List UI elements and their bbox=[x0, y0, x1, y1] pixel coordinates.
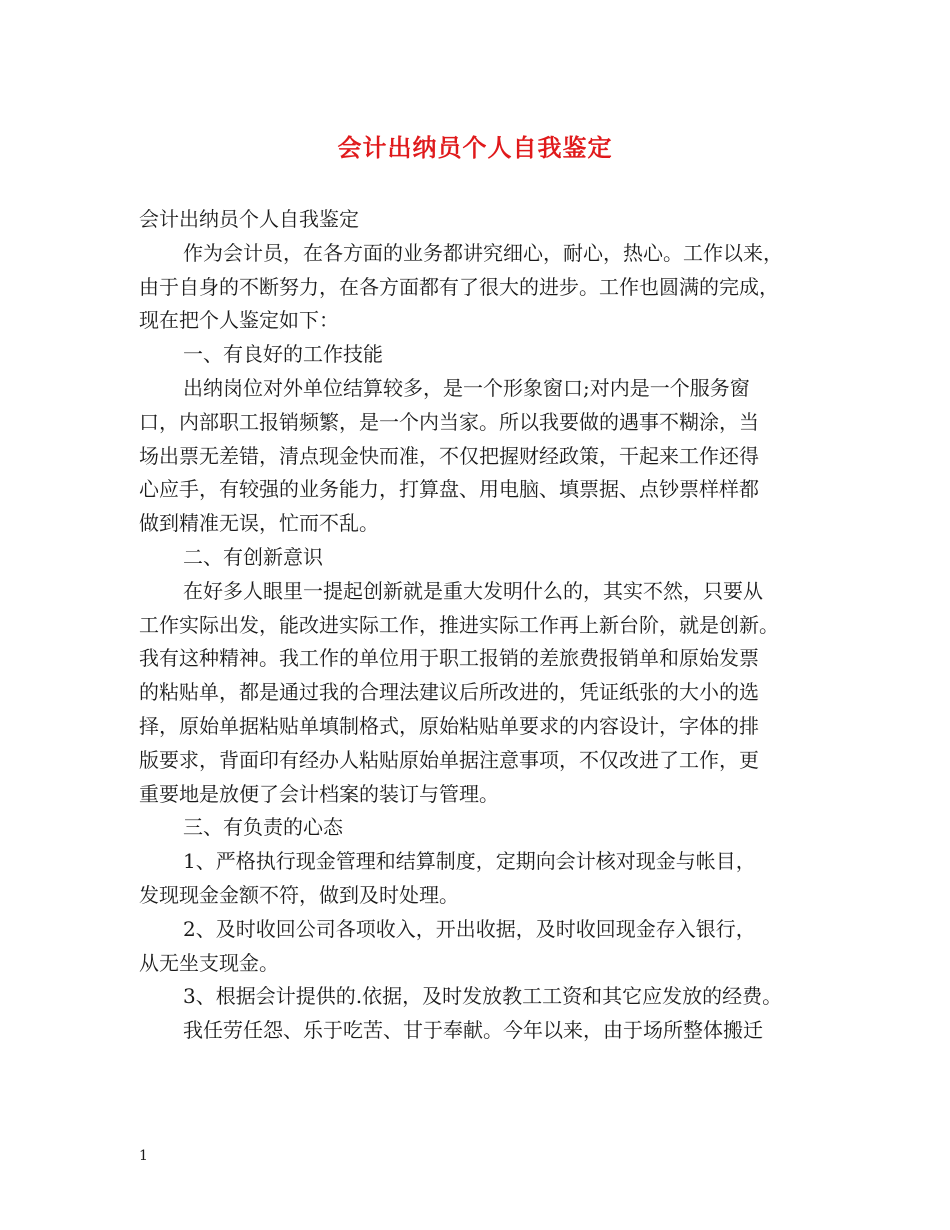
body-line: 2、及时收回公司各项收入，开出收据，及时收回现金存入银行， bbox=[183, 916, 756, 941]
page-number: 1 bbox=[139, 1148, 148, 1164]
body-line: 作为会计员，在各方面的业务都讲究细心，耐心，热心。工作以来， bbox=[183, 240, 783, 265]
body-line: 版要求，背面印有经办人粘贴原始单据注意事项，不仅改进了工作，更 bbox=[139, 747, 759, 772]
body-line: 从无坐支现金。 bbox=[139, 950, 279, 975]
body-line: 的粘贴单，都是通过我的合理法建议后所改进的，凭证纸张的大小的选 bbox=[139, 680, 759, 705]
section-heading: 三、有负责的心态 bbox=[183, 815, 343, 840]
document-body bbox=[139, 203, 839, 1048]
body-line: 择，原始单据粘贴单填制格式，原始粘贴单要求的内容设计，字体的排 bbox=[139, 713, 759, 738]
body-line: 由于自身的不断努力，在各方面都有了很大的进步。工作也圆满的完成， bbox=[139, 274, 779, 299]
document-title: 会计出纳员个人自我鉴定 bbox=[337, 133, 613, 162]
body-line: 心应手，有较强的业务能力，打算盘、用电脑、填票据、点钞票样样都 bbox=[139, 477, 759, 502]
body-line: 我任劳任怨、乐于吃苦、甘于奉献。今年以来，由于场所整体搬迁 bbox=[183, 1018, 763, 1043]
body-line: 在好多人眼里一提起创新就是重大发明什么的，其实不然，只要从 bbox=[183, 578, 763, 603]
body-line: 重要地是放便了会计档案的装订与管理。 bbox=[139, 781, 499, 806]
section-heading: 二、有创新意识 bbox=[183, 544, 323, 569]
body-line: 口，内部职工报销频繁，是一个内当家。所以我要做的遇事不糊涂，当 bbox=[139, 409, 759, 434]
body-line: 我有这种精神。我工作的单位用于职工报销的差旅费报销单和原始发票 bbox=[139, 646, 759, 671]
body-line: 会计出纳员个人自我鉴定 bbox=[139, 207, 359, 231]
body-line: 出纳岗位对外单位结算较多，是一个形象窗口;对内是一个服务窗 bbox=[183, 375, 750, 400]
body-line: 发现现金金额不符，做到及时处理。 bbox=[139, 882, 459, 907]
body-line: 3、根据会计提供的.依据，及时发放教工工资和其它应发放的经费。 bbox=[183, 984, 783, 1009]
body-line: 场出票无差错，清点现金快而准，不仅把握财经政策，干起来工作还得 bbox=[139, 443, 759, 468]
body-line: 1、严格执行现金管理和结算制度，定期向会计核对现金与帐目， bbox=[183, 849, 756, 874]
body-line: 工作实际出发，能改进实际工作，推进实际工作再上新台阶，就是创新。 bbox=[139, 612, 779, 637]
body-line: 做到精准无误，忙而不乱。 bbox=[139, 511, 379, 536]
section-heading: 一、有良好的工作技能 bbox=[183, 342, 383, 367]
body-line: 现在把个人鉴定如下： bbox=[139, 308, 339, 333]
